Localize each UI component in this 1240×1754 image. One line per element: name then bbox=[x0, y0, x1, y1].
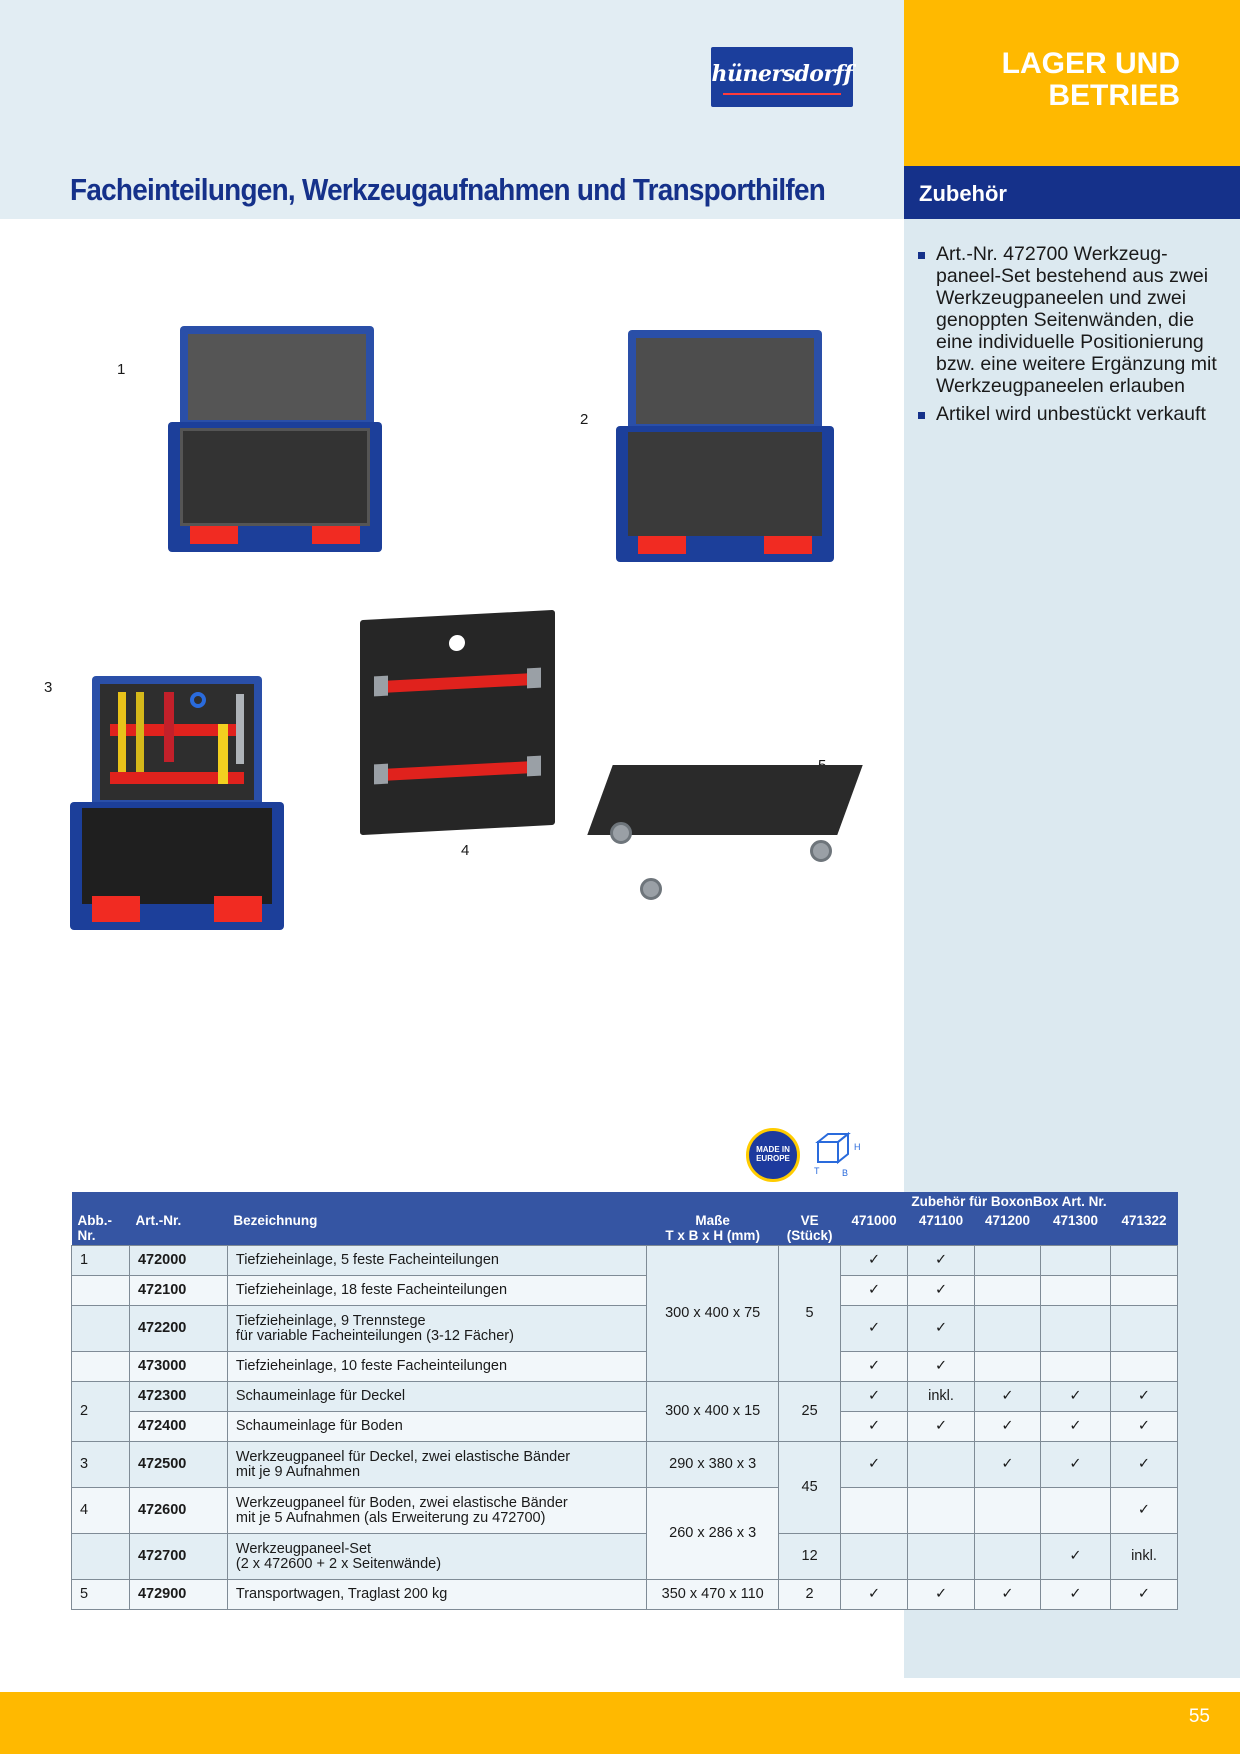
cell-check bbox=[1110, 1352, 1177, 1382]
cell-bezeichnung bbox=[227, 1488, 646, 1534]
col-abb bbox=[72, 1211, 130, 1246]
cell-check: ✓ bbox=[975, 1580, 1041, 1610]
figure-label-4: 4 bbox=[461, 842, 470, 859]
figure-label-1: 1 bbox=[117, 361, 126, 378]
cell-check bbox=[1110, 1306, 1177, 1352]
cell-abb bbox=[72, 1306, 130, 1352]
product-table bbox=[71, 1192, 1178, 1610]
feature-item: Art.-Nr. 472700 Werkzeug-paneel-Set bestehend aus zwei Werkzeugpaneelen und zwei genoppten Seitenwänden, die eine individuelle Positionierung bzw. eine weitere Ergänzung mit Werkzeugpaneelen erlauben bbox=[918, 243, 1218, 397]
table-row bbox=[72, 1276, 1178, 1306]
cell-check: ✓ bbox=[975, 1442, 1041, 1488]
wheel bbox=[810, 840, 832, 862]
dimensions-icon bbox=[808, 1128, 864, 1182]
cell-check bbox=[841, 1534, 908, 1580]
cell-check: ✓ bbox=[1040, 1412, 1110, 1442]
cell-artnr: 472100 bbox=[129, 1276, 227, 1306]
cell-artnr: 472400 bbox=[129, 1412, 227, 1442]
cell-masse: 350 x 470 x 110 bbox=[647, 1580, 779, 1610]
lid-foam bbox=[188, 334, 366, 420]
lid-foam bbox=[636, 338, 814, 424]
group-header: Zubehör für BoxonBox Art. Nr. bbox=[841, 1192, 1178, 1211]
cell-check: ✓ bbox=[1110, 1412, 1177, 1442]
table-group-header-row bbox=[72, 1192, 1178, 1211]
latch bbox=[638, 536, 686, 554]
footer-bar bbox=[0, 1692, 1240, 1754]
elastic-band bbox=[388, 761, 527, 780]
col-ve-line1: VE bbox=[800, 1213, 819, 1228]
pliers bbox=[164, 692, 174, 762]
logo-text: hünersdorff bbox=[711, 61, 853, 87]
cell-check: ✓ bbox=[908, 1306, 975, 1352]
case-body bbox=[616, 426, 834, 562]
wheel bbox=[610, 822, 632, 844]
cell-abb: 3 bbox=[72, 1442, 130, 1488]
feature-item: Artikel wird unbestückt verkauft bbox=[918, 403, 1218, 425]
tool-panel bbox=[100, 684, 254, 800]
cell-bezeichnung bbox=[227, 1534, 646, 1580]
cell-check bbox=[975, 1352, 1041, 1382]
made-in-europe-badge bbox=[746, 1128, 800, 1182]
cell-bezeichnung bbox=[227, 1442, 646, 1488]
cell-check bbox=[1040, 1488, 1110, 1534]
cell-check: inkl. bbox=[1110, 1534, 1177, 1580]
cell-artnr: 473000 bbox=[129, 1352, 227, 1382]
cell-check: ✓ bbox=[908, 1276, 975, 1306]
cell-masse: 260 x 286 x 3 bbox=[647, 1488, 779, 1580]
cell-check: ✓ bbox=[908, 1352, 975, 1382]
wheel bbox=[640, 878, 662, 900]
col-masse bbox=[647, 1211, 779, 1246]
latch bbox=[190, 526, 238, 544]
cell-bezeichnung: Schaumeinlage für Boden bbox=[227, 1412, 646, 1442]
col-model: 471200 bbox=[975, 1211, 1041, 1246]
case-lid bbox=[92, 676, 262, 806]
col-masse-line1: Maße bbox=[695, 1213, 730, 1228]
cell-bezeichnung: Tiefzieheinlage, 5 feste Facheinteilungen bbox=[227, 1246, 646, 1276]
bez-line2: mit je 5 Aufnahmen (als Erweiterung zu 472700) bbox=[235, 1509, 546, 1526]
cell-abb bbox=[72, 1352, 130, 1382]
panel-hole bbox=[449, 635, 465, 652]
latch bbox=[764, 536, 812, 554]
cell-check: ✓ bbox=[841, 1352, 908, 1382]
latch bbox=[92, 896, 140, 922]
cell-check: ✓ bbox=[1040, 1442, 1110, 1488]
case-interior bbox=[82, 808, 272, 904]
table-row bbox=[72, 1412, 1178, 1442]
foam-insert bbox=[628, 432, 822, 536]
cell-ve: 2 bbox=[779, 1580, 841, 1610]
cell-abb: 4 bbox=[72, 1488, 130, 1534]
table-row bbox=[72, 1442, 1178, 1488]
cell-abb: 5 bbox=[72, 1580, 130, 1610]
feature-list bbox=[918, 243, 1218, 431]
dim-label-b: B bbox=[842, 1168, 849, 1178]
cell-check bbox=[975, 1246, 1041, 1276]
figure-label-3: 3 bbox=[44, 679, 53, 696]
cell-check: ✓ bbox=[908, 1580, 975, 1610]
cell-check: ✓ bbox=[841, 1306, 908, 1352]
cell-bezeichnung: Tiefzieheinlage, 18 feste Facheinteilungen bbox=[227, 1276, 646, 1306]
dim-label-t: T bbox=[814, 1166, 820, 1176]
cell-check: inkl. bbox=[908, 1382, 975, 1412]
cell-check bbox=[908, 1488, 975, 1534]
col-model: 471100 bbox=[908, 1211, 975, 1246]
scissors bbox=[190, 692, 206, 708]
bez-line2: für variable Facheinteilungen (3-12 Fächer) bbox=[235, 1327, 514, 1344]
cell-check bbox=[1040, 1306, 1110, 1352]
cell-masse: 300 x 400 x 75 bbox=[647, 1246, 779, 1382]
clip bbox=[527, 668, 541, 689]
page-number: 55 bbox=[1188, 1706, 1210, 1727]
cell-masse: 300 x 400 x 15 bbox=[647, 1382, 779, 1442]
latch bbox=[214, 896, 262, 922]
figure-label-2: 2 bbox=[580, 411, 589, 428]
cell-check: ✓ bbox=[1040, 1580, 1110, 1610]
bez-line1: Werkzeugpaneel für Boden, zwei elastische Bänder bbox=[235, 1494, 568, 1511]
cell-check: ✓ bbox=[1110, 1580, 1177, 1610]
col-ve-line2: (Stück) bbox=[786, 1228, 833, 1243]
cell-check: ✓ bbox=[841, 1382, 908, 1412]
cell-check bbox=[975, 1488, 1041, 1534]
cell-artnr: 472900 bbox=[129, 1580, 227, 1610]
col-model: 471300 bbox=[1040, 1211, 1110, 1246]
table-row bbox=[72, 1488, 1178, 1534]
col-masse-line2: T x B x H (mm) bbox=[665, 1228, 760, 1243]
section-bar bbox=[904, 166, 1240, 219]
bez-line1: Werkzeugpaneel für Deckel, zwei elastische Bänder bbox=[235, 1448, 571, 1465]
col-artnr: Art.-Nr. bbox=[129, 1211, 227, 1246]
cell-abb: 1 bbox=[72, 1246, 130, 1276]
table-row bbox=[72, 1306, 1178, 1352]
screwdriver bbox=[118, 692, 126, 772]
clip bbox=[527, 756, 541, 777]
case-lid bbox=[180, 326, 374, 426]
header-spacer bbox=[72, 1192, 841, 1211]
cell-artnr: 472300 bbox=[129, 1382, 227, 1412]
cell-check: ✓ bbox=[841, 1276, 908, 1306]
cell-ve: 5 bbox=[779, 1246, 841, 1382]
table-header-row bbox=[72, 1211, 1178, 1246]
tray-insert bbox=[180, 428, 370, 526]
cell-check: ✓ bbox=[975, 1382, 1041, 1412]
cell-bezeichnung: Schaumeinlage für Deckel bbox=[227, 1382, 646, 1412]
cell-check: ✓ bbox=[975, 1412, 1041, 1442]
cell-check: ✓ bbox=[1110, 1488, 1177, 1534]
brand-logo bbox=[711, 47, 853, 107]
cell-check bbox=[1040, 1276, 1110, 1306]
product-image-4 bbox=[360, 610, 555, 835]
case-body bbox=[168, 422, 382, 552]
product-image-1 bbox=[168, 326, 382, 556]
cell-check: ✓ bbox=[841, 1412, 908, 1442]
bez-line2: mit je 9 Aufnahmen bbox=[235, 1463, 361, 1480]
bez-line2: (2 x 472600 + 2 x Seitenwände) bbox=[235, 1555, 442, 1572]
cell-ve: 45 bbox=[779, 1442, 841, 1534]
cell-artnr: 472500 bbox=[129, 1442, 227, 1488]
table-row bbox=[72, 1580, 1178, 1610]
cell-bezeichnung: Transportwagen, Traglast 200 kg bbox=[227, 1580, 646, 1610]
wrench bbox=[236, 694, 244, 764]
cell-artnr: 472200 bbox=[129, 1306, 227, 1352]
cell-masse: 290 x 380 x 3 bbox=[647, 1442, 779, 1488]
table-row bbox=[72, 1382, 1178, 1412]
category-line-2: BETRIEB bbox=[1048, 79, 1180, 112]
bez-line1: Werkzeugpaneel-Set bbox=[235, 1540, 372, 1557]
product-image-3 bbox=[70, 676, 284, 932]
cell-ve: 12 bbox=[779, 1534, 841, 1580]
col-ve bbox=[779, 1211, 841, 1246]
screwdriver bbox=[136, 692, 144, 772]
cell-check bbox=[908, 1534, 975, 1580]
clip bbox=[374, 764, 388, 785]
elastic-band bbox=[388, 673, 527, 692]
cell-check: ✓ bbox=[908, 1412, 975, 1442]
category-title bbox=[920, 48, 1180, 112]
col-abb-line2: Nr. bbox=[77, 1228, 96, 1243]
cell-ve: 25 bbox=[779, 1382, 841, 1442]
logo-underline bbox=[723, 93, 841, 95]
latch bbox=[312, 526, 360, 544]
cell-abb bbox=[72, 1534, 130, 1580]
cell-artnr: 472000 bbox=[129, 1246, 227, 1276]
cell-check bbox=[975, 1276, 1041, 1306]
cell-abb bbox=[72, 1276, 130, 1306]
cell-check: ✓ bbox=[1110, 1442, 1177, 1488]
cell-check bbox=[908, 1442, 975, 1488]
clip bbox=[374, 676, 388, 697]
section-label: Zubehör bbox=[919, 181, 1007, 206]
col-bezeichnung: Bezeichnung bbox=[227, 1211, 646, 1246]
cell-check bbox=[1040, 1246, 1110, 1276]
case-lid bbox=[628, 330, 822, 430]
table-row bbox=[72, 1246, 1178, 1276]
cell-check bbox=[975, 1534, 1041, 1580]
table-row bbox=[72, 1352, 1178, 1382]
badge-text: MADE IN EUROPE bbox=[756, 1145, 790, 1163]
cell-check: ✓ bbox=[841, 1442, 908, 1488]
col-model: 471000 bbox=[841, 1211, 908, 1246]
cell-check bbox=[1040, 1352, 1110, 1382]
cell-check: ✓ bbox=[1040, 1534, 1110, 1580]
category-box bbox=[904, 0, 1240, 166]
cell-check: ✓ bbox=[1110, 1382, 1177, 1412]
bez-line1: Tiefzieheinlage, 9 Trennstege bbox=[235, 1312, 426, 1329]
cell-check: ✓ bbox=[908, 1246, 975, 1276]
cell-check: ✓ bbox=[841, 1580, 908, 1610]
cell-abb: 2 bbox=[72, 1382, 130, 1442]
cell-check bbox=[1110, 1276, 1177, 1306]
case-body bbox=[70, 802, 284, 930]
col-abb-line1: Abb.- bbox=[77, 1213, 112, 1228]
cutter bbox=[218, 724, 228, 784]
cell-bezeichnung bbox=[227, 1306, 646, 1352]
cell-check bbox=[841, 1488, 908, 1534]
page-title: Facheinteilungen, Werkzeugaufnahmen und Transporthilfen bbox=[70, 172, 826, 207]
cell-check bbox=[975, 1306, 1041, 1352]
product-image-2 bbox=[616, 330, 834, 566]
cell-check bbox=[1110, 1246, 1177, 1276]
cell-artnr: 472600 bbox=[129, 1488, 227, 1534]
cell-check: ✓ bbox=[1040, 1382, 1110, 1412]
col-model: 471322 bbox=[1110, 1211, 1177, 1246]
cell-bezeichnung: Tiefzieheinlage, 10 feste Facheinteilungen bbox=[227, 1352, 646, 1382]
category-line-1: LAGER UND bbox=[1001, 47, 1180, 80]
cell-check: ✓ bbox=[841, 1246, 908, 1276]
cell-artnr: 472700 bbox=[129, 1534, 227, 1580]
dim-label-h: H bbox=[854, 1142, 861, 1152]
table-row bbox=[72, 1534, 1178, 1580]
